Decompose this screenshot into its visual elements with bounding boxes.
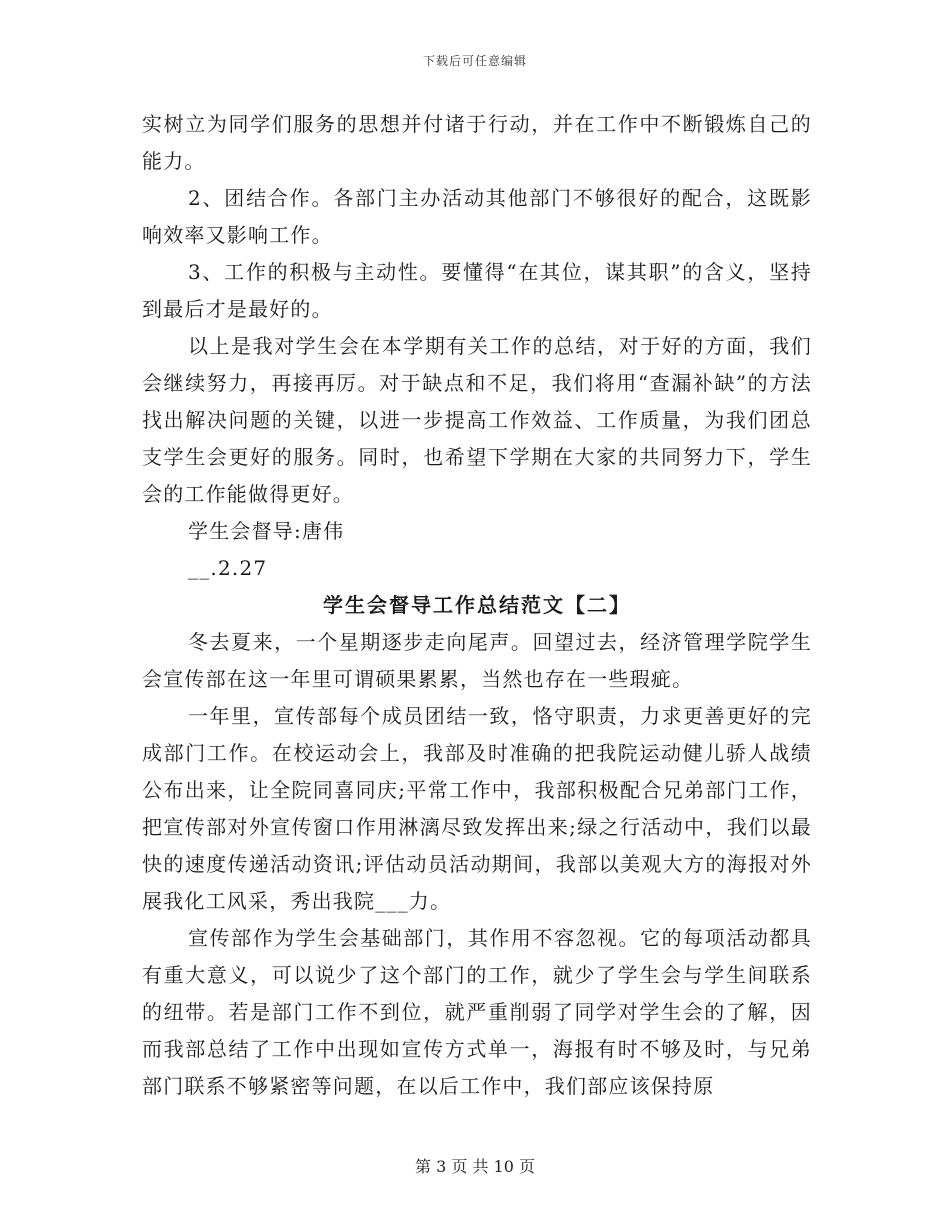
paragraph: 3、工作的积极与主动性。要懂得“在其位，谋其职”的含义，坚持到最后才是最好的。 bbox=[142, 260, 812, 321]
paragraph: 实树立为同学们服务的思想并付诸于行动，并在工作中不断锻炼自己的能力。 bbox=[142, 112, 812, 173]
paragraph: 以上是我对学生会在本学期有关工作的总结，对于好的方面，我们会继续努力，再接再厉。对于缺点和不足，我们将用“查漏补缺”的方法找出解决问题的关键，以进一步提高工作效益、工作质量，为我们团总支学生会更好的服务。同时，也希望下学期在大家的共同努力下，学生会的工作能做得更好。 bbox=[142, 334, 812, 506]
section-title: 学生会督导工作总结范文【二】 bbox=[323, 593, 631, 617]
page-footer: 第 3 页 共 10 页 bbox=[415, 1157, 535, 1176]
document-body bbox=[142, 106, 812, 1105]
paragraph: 宣传部作为学生会基础部门，其作用不容忽视。它的每项活动都具有重大意义，可以说少了这个部门的工作，就少了学生会与学生间联系的纽带。若是部门工作不到位，就严重削弱了同学对学生会的了解，因而我部总结了工作中出现如宣传方式单一，海报有时不够及时，与兄弟部门联系不够紧密等问题，在以后工作中，我们部应该保持原 bbox=[142, 926, 812, 1098]
signature-line: 学生会督导:唐伟 bbox=[188, 519, 345, 543]
paragraph: 2、团结合作。各部门主办活动其他部门不够很好的配合，这既影响效率又影响工作。 bbox=[142, 186, 812, 247]
date-line: __.2.27 bbox=[188, 556, 268, 580]
paragraph: 一年里，宣传部每个成员团结一致，恪守职责，力求更善更好的完成部门工作。在校运动会上，我部及时准确的把我院运动健儿骄人战绩公布出来，让全院同喜同庆;平常工作中，我部积极配合兄弟部门工作，把宣传部对外宣传窗口作用淋漓尽致发挥出来;绿之行活动中，我们以最快的速度传递活动资讯;评估动员活动期间，我部以美观大方的海报对外展我化工风采，秀出我院___力。 bbox=[142, 704, 812, 913]
page-header: 下载后可任意编辑 bbox=[422, 54, 527, 68]
paragraph: 冬去夏来，一个星期逐步走向尾声。回望过去，经济管理学院学生会宣传部在这一年里可谓硕果累累，当然也存在一些瑕疵。 bbox=[142, 630, 812, 691]
